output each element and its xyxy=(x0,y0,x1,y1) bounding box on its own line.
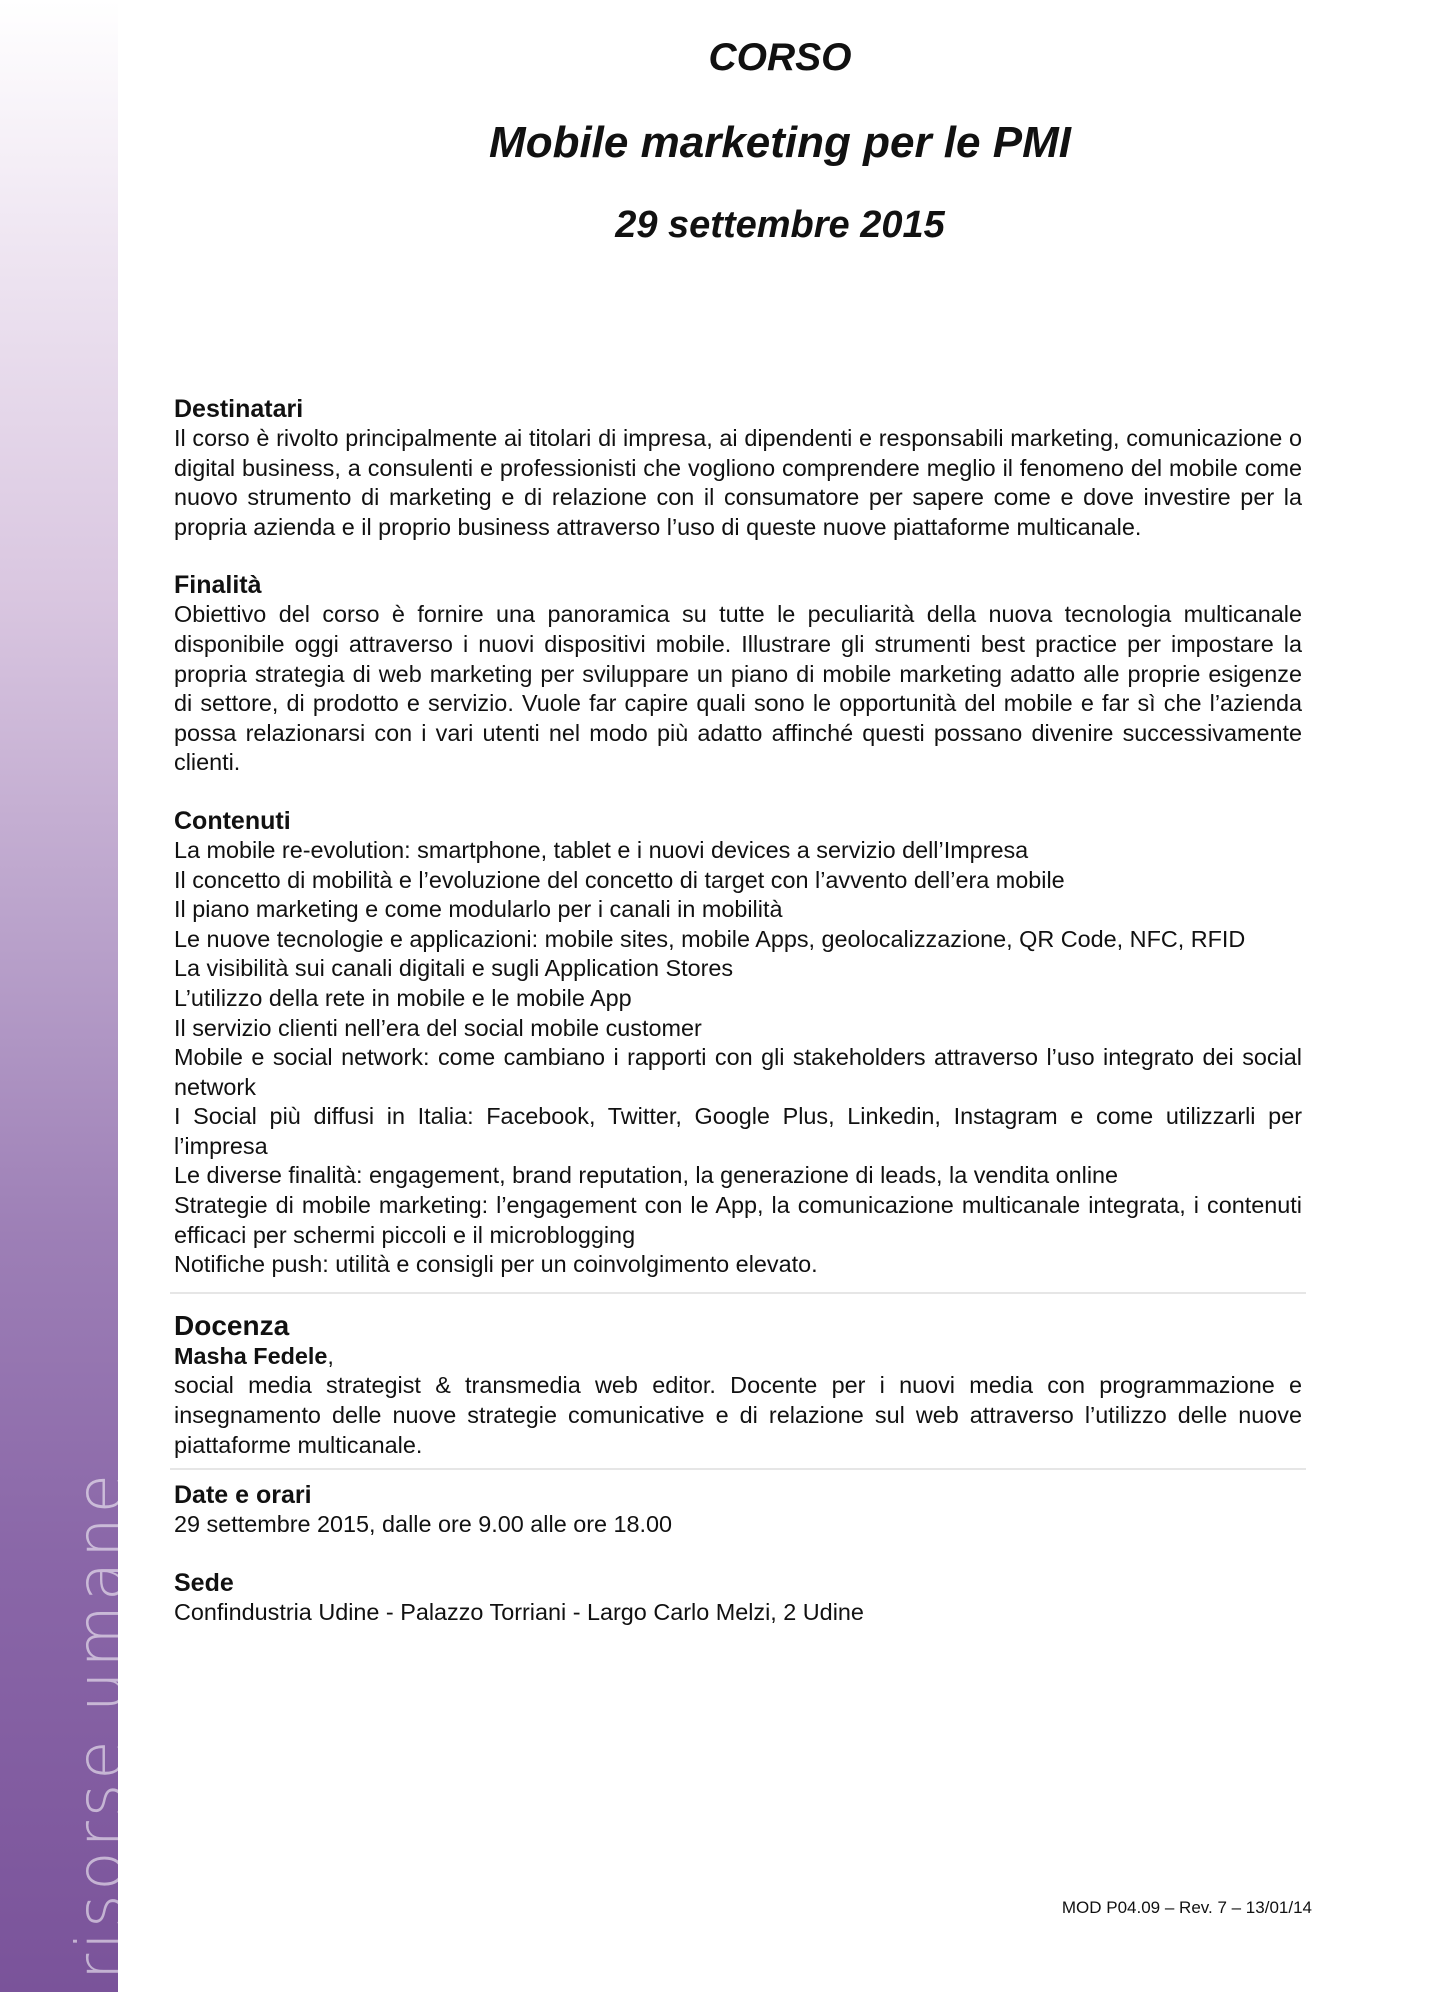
teacher-name: Masha Fedele xyxy=(174,1342,328,1369)
section-title: Sede xyxy=(174,1568,234,1597)
section-title: Date e orari xyxy=(174,1481,312,1510)
section-text: Il corso è rivolto principalmente ai titolari di impresa, ai dipendenti e responsabili marketing, comunicazione o digital business, a consulenti e professionisti che vogliono comprendere meglio il fenomeno del mobile come nuovo strumento di marketing e di relazione con il consumatore per sapere come e dove investire per la propria azienda e il proprio business attraverso l’uso di queste nuove piattaforme multicanale. xyxy=(174,425,1302,540)
list-item: Strategie di mobile marketing: l’engagement con le App, la comunicazione multicanale integrata, i contenuti efficaci per schermi piccoli e il microblogging xyxy=(174,1192,1302,1248)
document-body xyxy=(174,394,1302,1627)
divider xyxy=(170,1468,1306,1470)
section-text: 29 settembre 2015, dalle ore 9.00 alle ore 18.00 xyxy=(174,1511,673,1538)
list-item: Il piano marketing e come modularlo per i canali in mobilità xyxy=(174,896,783,923)
section-title: Docenza xyxy=(174,1309,290,1341)
section-title: Finalità xyxy=(174,571,262,600)
section-date-orari xyxy=(174,1480,1302,1540)
course-title: Mobile marketing per le PMI xyxy=(489,118,1071,167)
list-item: Le diverse finalità: engagement, brand reputation, la generazione di leads, la vendita online xyxy=(174,1162,1119,1189)
sidebar-label: risorse umane xyxy=(64,1469,138,1980)
course-kicker: CORSO xyxy=(708,36,852,79)
section-docenza xyxy=(174,1310,1302,1460)
section-title: Contenuti xyxy=(174,806,291,835)
list-item: I Social più diffusi in Italia: Facebook, Twitter, Google Plus, Linkedin, Instagram e come utilizzarli per l’impresa xyxy=(174,1103,1302,1159)
list-item: L’utilizzo della rete in mobile e le mobile App xyxy=(174,984,632,1011)
list-item: Mobile e social network: come cambiano i rapporti con gli stakeholders attraverso l’uso integrato dei social network xyxy=(174,1044,1302,1100)
course-date: 29 settembre 2015 xyxy=(615,204,945,246)
section-text: Confindustria Udine - Palazzo Torriani - Largo Carlo Melzi, 2 Udine xyxy=(174,1598,864,1625)
section-text: Obiettivo del corso è fornire una panoramica su tutte le peculiarità della nuova tecnologia multicanale disponibile oggi attraverso i nuovi dispositivi mobile. Illustrare gli strumenti best practice per impostare la propria strategia di web marketing per sviluppare un piano di mobile marketing adatto alle proprie esigenze di settore, di prodotto e servizio. Vuole far capire quali sono le opportunità del mobile e far sì che l’azienda possa relazionarsi con i vari utenti nel modo più adatto affinché questi possano divenire successivamente clienti. xyxy=(174,601,1302,776)
list-item: Il concetto di mobilità e l’evoluzione del concetto di target con l’avvento dell’era mobile xyxy=(174,866,1065,893)
divider xyxy=(170,1292,1306,1294)
list-item: Le nuove tecnologie e applicazioni: mobile sites, mobile Apps, geolocalizzazione, QR Code, NFC, RFID xyxy=(174,925,1246,952)
section-sede xyxy=(174,1568,1302,1628)
teacher-bio: social media strategist & transmedia web editor. Docente per i nuovi media con programmazione e insegnamento delle nuove strategie comunicative e di relazione sul web attraverso l’utilizzo delle nuove piattaforme multicanale. xyxy=(174,1372,1302,1458)
section-finalita xyxy=(174,570,1302,778)
section-contenuti xyxy=(174,806,1302,1280)
list-item: Notifiche push: utilità e consigli per un coinvolgimento elevato. xyxy=(174,1251,818,1278)
section-title: Destinatari xyxy=(174,395,304,423)
form-code: MOD P04.09 – Rev. 7 – 13/01/14 xyxy=(1061,1898,1312,1917)
list-item: La visibilità sui canali digitali e sugli Application Stores xyxy=(174,955,734,982)
list-item: Il servizio clienti nell’era del social mobile customer xyxy=(174,1014,702,1041)
section-destinatari xyxy=(174,394,1302,542)
contents-list xyxy=(174,836,1302,1280)
teacher-name-suffix: , xyxy=(327,1342,334,1369)
list-item: La mobile re-evolution: smartphone, tablet e i nuovi devices a servizio dell’Impresa xyxy=(174,836,1029,863)
teacher-line xyxy=(174,1342,1302,1372)
